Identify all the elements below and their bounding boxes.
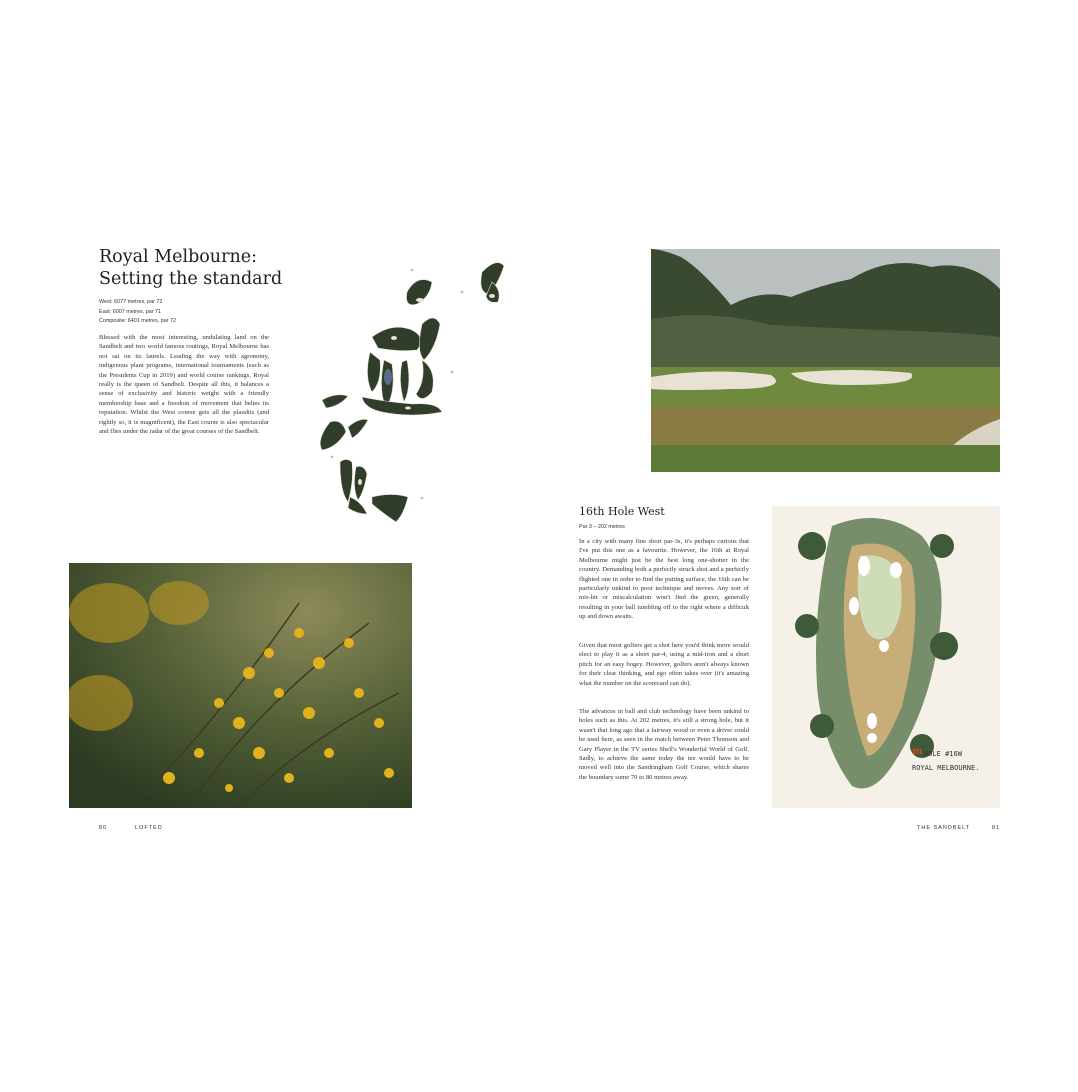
hole-par-line: Par 3 – 202 metres bbox=[579, 524, 625, 530]
intro-paragraph: Blessed with the most interesting, undulating land on the Sandbelt and two world famous routings, Royal Melbourne has not sat on its laurels. Leading the way with agronomy, indigenous plant programs, international tournaments (such as the Presidents Cup in 2019) and world course rankings, Royal really is the queen of Sandbelt. Despite all this, it balances a sense of exclusivity and historic weight with a friendly membership base and a freedom of movement that belies its reputation. Whilst the West course gets all the plaudits (and rightly so, it is magnificent), the East course is also spectacular and flies under the radar of the great courses of the Sandbelt. bbox=[99, 334, 269, 436]
hole-16-watercolour-illustration bbox=[772, 506, 1000, 808]
hole-heading: 16th Hole West bbox=[579, 505, 665, 518]
article-title: Royal Melbourne: Setting the standard bbox=[99, 247, 283, 289]
left-running-head: LOFTED bbox=[135, 825, 163, 831]
hole-paragraph-1: In a city with many fine short par-3s, it's perhaps curious that I've put this one as a favourite. However, the 16th at Royal Melbourne might just be the best long one-shotter in the country. Demanding both a perfectly struck shot and a perfectly flighted one in order to find the putting surface, the 16th can be particularly unkind to poor technique and nerves. Any sort of mis-hit or miscalculation won't find the green, generally resulting in your ball tumbling off to the right where a difficult up and down awaits. bbox=[579, 538, 749, 621]
hole-paragraph-3: The advances in ball and club technology have been unkind to holes such as this. At 202 metres, it's still a strong hole, but it wasn't that long ago that a fairway wood or even a driver could be used here, as seen in the match between Peter Thomson and Gary Player in the TV series Shell's Wonderful World of Golf. Sadly, to achieve the same today the tee would have to be moved well into the Sandringham Golf Course, which shares the boundary some 70 to 80 metres away. bbox=[579, 708, 749, 781]
course-specs bbox=[99, 298, 176, 327]
gorse-flowers-photo bbox=[69, 563, 412, 808]
spec-east: East: 6007 metres, par 71 bbox=[99, 308, 162, 315]
hole-paragraph-2: Given that most golfers get a shot here you'd think more would elect to play it as a short par-4, using a mid-iron and a short pitch for an easy bogey. However, golfers aren't always known for their clear thinking, and ego often takes over (it's amazing what the number on the scorecard can do). bbox=[579, 642, 749, 687]
illustration-caption-line-2: ROYAL MELBOURNE. bbox=[912, 764, 980, 772]
illustration-logo: m bbox=[912, 746, 923, 757]
spec-composite: Composite: 6401 metres, par 72 bbox=[99, 318, 177, 324]
illustration-caption-line-1: HOLE #16W bbox=[924, 750, 962, 758]
left-page-number: 80 bbox=[99, 825, 108, 831]
right-running-head: THE SANDBELT bbox=[917, 825, 971, 831]
spec-west: West: 6077 metres, par 72 bbox=[99, 299, 163, 305]
right-page-number: 81 bbox=[992, 825, 1001, 831]
golf-course-photo bbox=[651, 249, 1000, 472]
course-routing-map bbox=[312, 252, 512, 534]
